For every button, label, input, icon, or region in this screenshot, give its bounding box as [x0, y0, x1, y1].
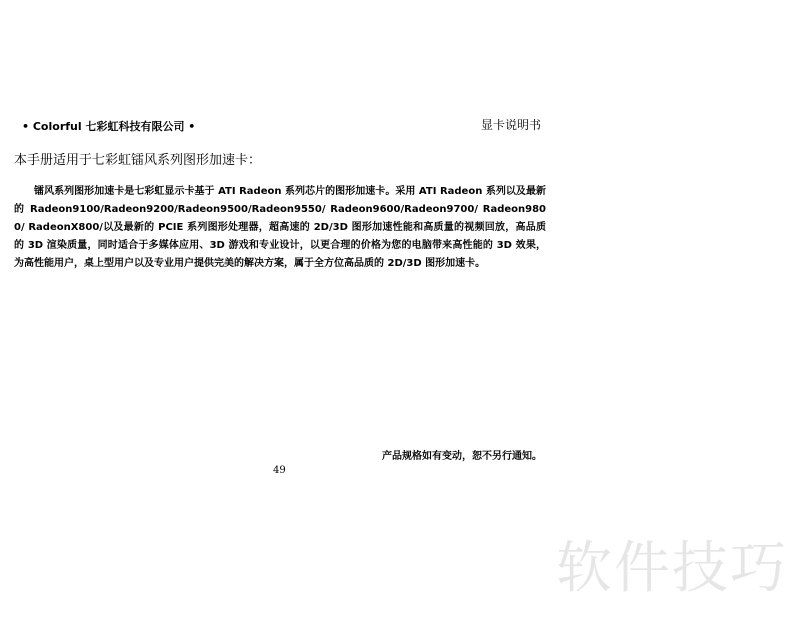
- body-paragraph: 镭风系列图形加速卡是七彩虹显示卡基于 ATI Radeon 系列芯片的图形加速卡。采用 ATI Radeon 系列以及最新的 Radeon9100/Radeon9200/Radeon9500/Radeon9550/ Radeon9600/Radeon9700/ Radeon9800/ RadeonX800/以及最新的 PCIE 系列图形处理器，超高速的 2D/3D 图形加速性能和高质量的视频回放，高品质的 3D 渲染质量，同时适合于多媒体应用、3D 游戏和专业设计，以更合理的价格为您的电脑带来高性能的 3D 效果，为高性能用户，桌上型用户以及专业用户提供完美的解决方案，属于全方位高品质的 2D/3D 图形加速卡。: [14, 186, 546, 269]
- spec-change-notice: 产品规格如有变动，恕不另行通知。: [382, 451, 542, 462]
- watermark: 软件技巧: [556, 536, 788, 601]
- header-doc-name: 显卡说明书: [481, 118, 542, 132]
- header-company: • Colorful 七彩虹科技有限公司 •: [22, 120, 196, 133]
- page-title: 本手册适用于七彩虹镭风系列图形加速卡：: [14, 153, 262, 168]
- page-number: 49: [273, 465, 286, 476]
